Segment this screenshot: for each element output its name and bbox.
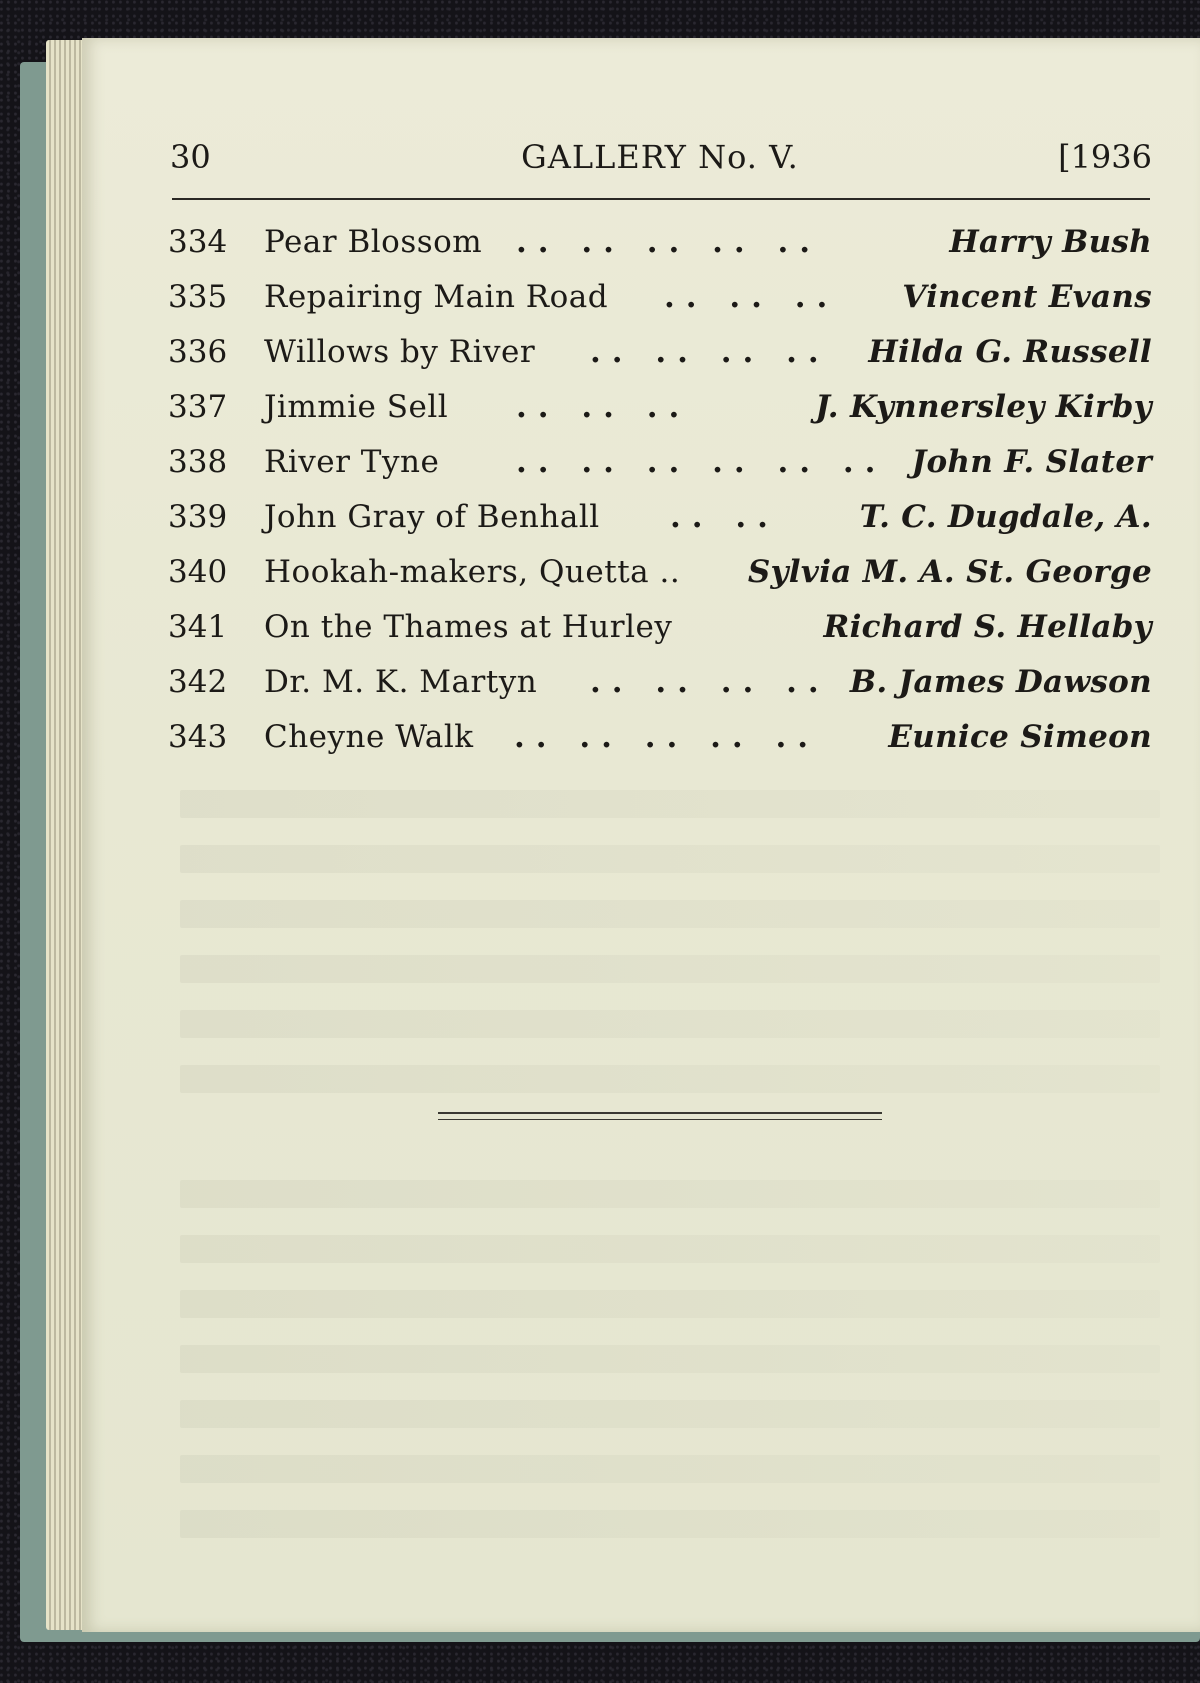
leader-dots: .. .. .. .. .. <box>514 719 820 755</box>
year-marker: [1936 <box>1058 138 1152 176</box>
gallery-title: GALLERY No. V. <box>521 138 799 176</box>
entry-artist: Harry Bush <box>949 224 1152 260</box>
catalogue-entry <box>0 609 1200 663</box>
entry-title: Cheyne Walk <box>264 719 474 755</box>
entry-artist: John F. Slater <box>911 444 1152 480</box>
catalogue-entry <box>0 499 1200 553</box>
entry-number: 335 <box>168 279 228 315</box>
leader-dots: .. .. .. .. <box>590 664 830 700</box>
page-number: 30 <box>170 138 211 176</box>
entry-artist: J. Kynnersley Kirby <box>815 389 1152 425</box>
catalogue-entry <box>0 334 1200 388</box>
entry-title: Willows by River <box>264 334 536 370</box>
entry-number: 340 <box>168 554 228 590</box>
catalogue-entry <box>0 444 1200 498</box>
catalogue-entry <box>0 719 1200 773</box>
entry-artist: Richard S. Hellaby <box>823 609 1152 645</box>
running-header <box>0 138 1200 178</box>
entry-artist: Eunice Simeon <box>888 719 1152 755</box>
catalogue-entry <box>0 279 1200 333</box>
entry-number: 341 <box>168 609 228 645</box>
entry-title: Repairing Main Road <box>264 279 609 315</box>
leader-dots: .. .. .. .. .. <box>516 224 822 260</box>
header-rule <box>172 198 1150 200</box>
entry-number: 342 <box>168 664 228 700</box>
entry-number: 338 <box>168 444 228 480</box>
catalogue-entry <box>0 389 1200 443</box>
end-of-section-rule <box>438 1112 882 1120</box>
entry-number: 334 <box>168 224 228 260</box>
leader-dots: .. .. .. <box>516 389 691 425</box>
leader-dots: .. .. .. <box>664 279 839 315</box>
catalogue-entry <box>0 224 1200 278</box>
entry-number: 343 <box>168 719 228 755</box>
entry-title: Pear Blossom <box>264 224 483 260</box>
entry-number: 339 <box>168 499 228 535</box>
entry-artist: Vincent Evans <box>902 279 1152 315</box>
leader-dots: .. .. .. .. .. .. <box>516 444 887 480</box>
entry-artist: Hilda G. Russell <box>868 334 1152 370</box>
entry-artist: T. C. Dugdale, A. <box>859 499 1152 535</box>
entry-title: John Gray of Benhall <box>264 499 600 535</box>
leader-dots: .. .. .. .. <box>590 334 830 370</box>
catalogue-entry <box>0 554 1200 608</box>
catalogue-entry <box>0 664 1200 718</box>
leader-dots: .. .. <box>670 499 779 535</box>
entry-artist: B. James Dawson <box>849 664 1152 700</box>
entry-title: River Tyne <box>264 444 440 480</box>
entry-title: Hookah-makers, Quetta .. <box>264 554 681 590</box>
entry-title: Jimmie Sell <box>264 389 449 425</box>
entry-title: On the Thames at Hurley <box>264 609 673 645</box>
entry-title: Dr. M. K. Martyn <box>264 664 538 700</box>
entry-number: 337 <box>168 389 228 425</box>
entry-number: 336 <box>168 334 228 370</box>
entry-artist: Sylvia M. A. St. George <box>747 554 1152 590</box>
